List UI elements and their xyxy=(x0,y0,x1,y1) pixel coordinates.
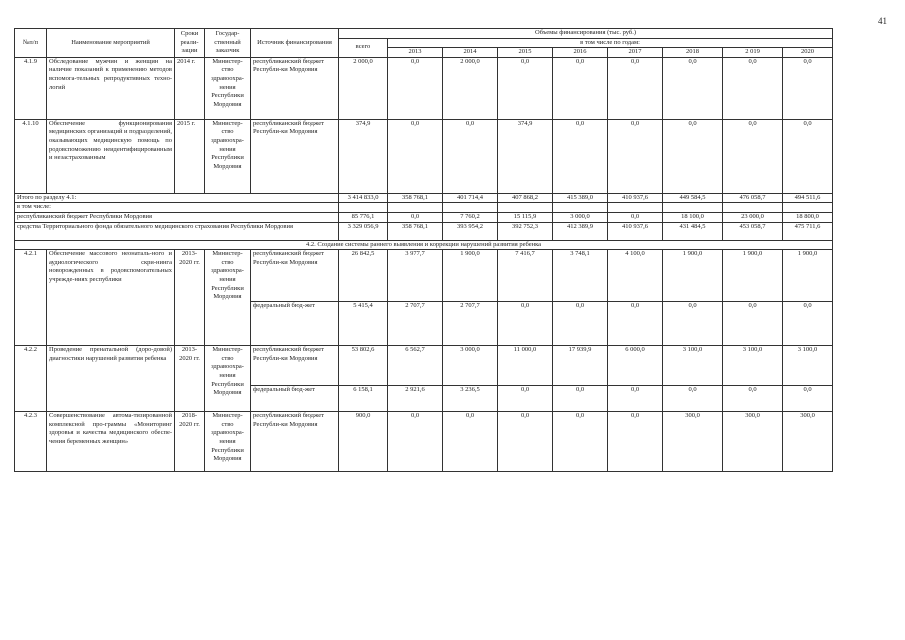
row-value: 0,0 xyxy=(663,386,723,412)
tfoms-value: 392 752,3 xyxy=(498,222,553,240)
tfoms-total: 3 329 056,9 xyxy=(339,222,388,240)
financing-table xyxy=(14,28,833,472)
row-source: республиканский бюджет Республи-ки Мордовия xyxy=(251,57,339,119)
rep-budget-label: республиканский бюджет Республики Мордовия xyxy=(15,212,339,222)
row-value: 0,0 xyxy=(553,57,608,119)
row-value: 2 707,7 xyxy=(443,302,498,346)
row-value: 0,0 xyxy=(443,412,498,472)
section-heading-row xyxy=(15,240,833,250)
row-customer: Министер-ство здравоохра-нения Республики Мордовия xyxy=(205,412,251,472)
row-name: Проведение пренатальной (доро-довой) диагностики нарушений развития ребенка xyxy=(47,346,175,412)
row-period: 2013-2020 гг. xyxy=(175,346,205,412)
row-value: 0,0 xyxy=(608,386,663,412)
row-value: 2 707,7 xyxy=(388,302,443,346)
row-value: 0,0 xyxy=(553,119,608,193)
row-period: 2014 г. xyxy=(175,57,205,119)
row-value: 300,0 xyxy=(723,412,783,472)
header-year: 2016 xyxy=(553,48,608,58)
row-value: 6 562,7 xyxy=(388,346,443,386)
header-row-1 xyxy=(15,29,833,39)
rep-budget-value: 18 100,0 xyxy=(663,212,723,222)
row-value: 0,0 xyxy=(783,57,833,119)
row-value: 3 977,7 xyxy=(388,250,443,302)
row-source: республиканский бюджет Республи-ки Мордовия xyxy=(251,250,339,302)
row-value: 0,0 xyxy=(663,302,723,346)
header-year: 2 019 xyxy=(723,48,783,58)
row-value: 3 100,0 xyxy=(783,346,833,386)
row-value: 3 748,1 xyxy=(553,250,608,302)
total-label: Итого по разделу 4.1: xyxy=(15,193,339,203)
page-number: 41 xyxy=(878,16,887,26)
total-sum: 3 414 833,0 xyxy=(339,193,388,203)
tfoms-value: 431 484,5 xyxy=(663,222,723,240)
row-num: 4.1.10 xyxy=(15,119,47,193)
table-row xyxy=(15,119,833,193)
row-value: 300,0 xyxy=(783,412,833,472)
row-num: 4.1.9 xyxy=(15,57,47,119)
row-value: 0,0 xyxy=(498,412,553,472)
header-year: 2014 xyxy=(443,48,498,58)
row-value: 1 900,0 xyxy=(783,250,833,302)
row-customer: Министер-ство здравоохра-нения Республики Мордовия xyxy=(205,346,251,412)
row-value: 0,0 xyxy=(723,386,783,412)
tfoms-label: средства Территориального фонда обязательного медицинского страхования Республики Мордовия xyxy=(15,222,339,240)
row-value: 0,0 xyxy=(443,119,498,193)
total-value: 410 937,6 xyxy=(608,193,663,203)
header-volume: Объемы финансирования (тыс. руб.) xyxy=(339,29,833,39)
total-value: 415 389,0 xyxy=(553,193,608,203)
row-customer: Министер-ство здравоохра-нения Республики Мордовия xyxy=(205,57,251,119)
row-period: 2015 г. xyxy=(175,119,205,193)
rep-budget-value: 18 800,0 xyxy=(783,212,833,222)
row-source: федеральный бюд-жет xyxy=(251,386,339,412)
row-period: 2018-2020 гг. xyxy=(175,412,205,472)
rep-budget-value: 3 000,0 xyxy=(553,212,608,222)
row-customer: Министер-ство здравоохра-нения Республики Мордовия xyxy=(205,119,251,193)
table-row xyxy=(15,250,833,302)
row-num: 4.2.2 xyxy=(15,346,47,412)
row-value: 0,0 xyxy=(608,119,663,193)
row-source: республиканский бюджет Республи-ки Мордовия xyxy=(251,119,339,193)
row-source: республиканский бюджет Республи-ки Мордовия xyxy=(251,412,339,472)
tfoms-value: 453 058,7 xyxy=(723,222,783,240)
row-value: 0,0 xyxy=(388,412,443,472)
table-row xyxy=(15,346,833,386)
row-value: 0,0 xyxy=(723,302,783,346)
row-name: Обследование мужчин и женщин на наличие показаний к применению методов вспомога-тельных репродуктивных техно-логий xyxy=(47,57,175,119)
row-value: 0,0 xyxy=(388,119,443,193)
tfoms-value: 475 711,6 xyxy=(783,222,833,240)
row-total: 900,0 xyxy=(339,412,388,472)
rep-budget-value: 7 760,2 xyxy=(443,212,498,222)
row-value: 1 900,0 xyxy=(443,250,498,302)
row-total: 53 802,6 xyxy=(339,346,388,386)
header-period: Сроки реали-зации xyxy=(175,29,205,58)
row-value: 0,0 xyxy=(663,57,723,119)
row-period: 2013-2020 гг. xyxy=(175,250,205,346)
row-value: 3 000,0 xyxy=(443,346,498,386)
row-value: 6 000,0 xyxy=(608,346,663,386)
row-value: 0,0 xyxy=(608,57,663,119)
rep-budget-total: 85 776,1 xyxy=(339,212,388,222)
row-value: 0,0 xyxy=(783,302,833,346)
rep-budget-value: 0,0 xyxy=(608,212,663,222)
row-value: 0,0 xyxy=(388,57,443,119)
row-total: 5 415,4 xyxy=(339,302,388,346)
row-value: 300,0 xyxy=(663,412,723,472)
row-total: 374,9 xyxy=(339,119,388,193)
row-value: 374,9 xyxy=(498,119,553,193)
row-value: 0,0 xyxy=(498,302,553,346)
header-year: 2017 xyxy=(608,48,663,58)
row-customer: Министер-ство здравоохра-нения Республики Мордовия xyxy=(205,250,251,346)
rep-budget-value: 23 000,0 xyxy=(723,212,783,222)
rep-budget-value: 0,0 xyxy=(388,212,443,222)
total-value: 449 584,5 xyxy=(663,193,723,203)
row-value: 3 236,5 xyxy=(443,386,498,412)
row-value: 0,0 xyxy=(553,412,608,472)
row-name: Совершенствование автома-тизированной комплексной про-граммы «Мониторинг здоровья и качества медицинского обеспе-чения беременных женщин» xyxy=(47,412,175,472)
row-value: 4 100,0 xyxy=(608,250,663,302)
header-total: всего xyxy=(339,38,388,57)
row-value: 0,0 xyxy=(723,57,783,119)
row-value: 0,0 xyxy=(723,119,783,193)
row-total: 6 158,1 xyxy=(339,386,388,412)
row-total: 2 000,0 xyxy=(339,57,388,119)
header-source: Источник финансирования xyxy=(251,29,339,58)
tfoms-row xyxy=(15,222,833,240)
header-num: №п/п xyxy=(15,29,47,58)
row-source: республиканский бюджет Республи-ки Мордовия xyxy=(251,346,339,386)
row-num: 4.2.3 xyxy=(15,412,47,472)
table-row xyxy=(15,412,833,472)
row-value: 2 921,6 xyxy=(388,386,443,412)
row-value: 0,0 xyxy=(608,302,663,346)
row-name: Обеспечение массового неонаталь-ного и аудиологического скри-нинга новорожденных в родовспомогательных учрежде-ниях республики xyxy=(47,250,175,346)
row-value: 0,0 xyxy=(608,412,663,472)
total-value: 407 868,2 xyxy=(498,193,553,203)
row-value: 17 939,9 xyxy=(553,346,608,386)
table-row xyxy=(15,57,833,119)
row-value: 0,0 xyxy=(783,386,833,412)
total-row xyxy=(15,193,833,203)
header-year: 2015 xyxy=(498,48,553,58)
tfoms-value: 358 768,1 xyxy=(388,222,443,240)
header-name: Наименование мероприятий xyxy=(47,29,175,58)
row-total: 26 842,5 xyxy=(339,250,388,302)
header-customer: Государ-ственный заказчик xyxy=(205,29,251,58)
tfoms-value: 393 954,2 xyxy=(443,222,498,240)
total-value: 358 768,1 xyxy=(388,193,443,203)
row-value: 1 900,0 xyxy=(663,250,723,302)
total-value: 476 058,7 xyxy=(723,193,783,203)
rep-budget-row xyxy=(15,212,833,222)
header-year: 2020 xyxy=(783,48,833,58)
row-value: 11 000,0 xyxy=(498,346,553,386)
header-year: 2018 xyxy=(663,48,723,58)
incl-label: в том числе: xyxy=(15,203,339,213)
header-year: 2013 xyxy=(388,48,443,58)
row-value: 0,0 xyxy=(498,57,553,119)
row-source: федеральный бюд-жет xyxy=(251,302,339,346)
header-incl: в том числе по годам: xyxy=(388,38,833,48)
row-value: 1 900,0 xyxy=(723,250,783,302)
row-name: Обеспечение функционирования медицинских организаций и подразделений, оказывающих медицинскую помощь по родовспоможению неидентифицированным и незастрахованным xyxy=(47,119,175,193)
row-value: 3 100,0 xyxy=(663,346,723,386)
row-value: 3 100,0 xyxy=(723,346,783,386)
rep-budget-value: 15 115,9 xyxy=(498,212,553,222)
row-value: 0,0 xyxy=(498,386,553,412)
row-value: 0,0 xyxy=(783,119,833,193)
total-value: 401 714,4 xyxy=(443,193,498,203)
tfoms-value: 412 389,9 xyxy=(553,222,608,240)
tfoms-value: 410 937,6 xyxy=(608,222,663,240)
row-value: 0,0 xyxy=(663,119,723,193)
row-value: 2 000,0 xyxy=(443,57,498,119)
row-num: 4.2.1 xyxy=(15,250,47,346)
row-value: 0,0 xyxy=(553,386,608,412)
row-value: 0,0 xyxy=(553,302,608,346)
incl-row xyxy=(15,203,833,213)
section-title: 4.2. Создание системы раннего выявления и коррекции нарушений развития ребенка xyxy=(15,240,833,250)
total-value: 494 511,6 xyxy=(783,193,833,203)
row-value: 7 416,7 xyxy=(498,250,553,302)
